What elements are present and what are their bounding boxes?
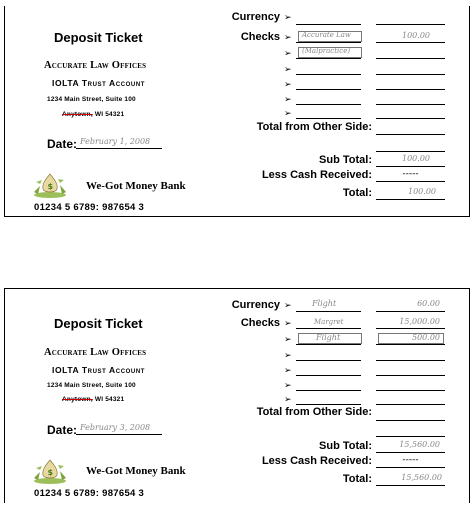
currency-memo-line[interactable]: [296, 311, 361, 312]
subtotal-value[interactable]: 100.00: [402, 154, 430, 163]
city: Anytown,: [62, 396, 93, 403]
currency-label: Currency: [231, 11, 280, 23]
other-side-label: Total from Other Side:: [256, 121, 372, 133]
check-memo-line[interactable]: [296, 375, 361, 376]
check-amount-line[interactable]: [376, 360, 445, 361]
less-cash-line[interactable]: [376, 467, 445, 468]
blank-line: [376, 436, 445, 437]
arrow-right-icon: ➢: [284, 108, 292, 118]
state-zip: WI 54321: [94, 111, 125, 118]
check-amount-line[interactable]: [376, 404, 445, 405]
city-state-zip: [62, 111, 124, 118]
arrow-right-icon: ➢: [284, 300, 292, 310]
check-memo-line[interactable]: [296, 390, 361, 391]
other-side-line[interactable]: [376, 134, 445, 135]
deposit-ticket-1: [0, 0, 474, 222]
currency-memo-line[interactable]: [296, 24, 361, 25]
check-memo[interactable]: Margret: [314, 318, 344, 326]
check-amount-line[interactable]: [376, 328, 445, 329]
check-memo-line[interactable]: [296, 42, 361, 43]
arrow-right-icon: ➢: [284, 318, 292, 328]
check-amount[interactable]: 15,000.00: [399, 317, 440, 326]
account-name: IOLTA Trust Account: [52, 365, 146, 375]
check-memo-line[interactable]: [296, 344, 361, 345]
other-side-label: Total from Other Side:: [256, 406, 372, 418]
svg-text:$: $: [47, 182, 54, 191]
routing-number: 01234 5 6789: 987654 3: [34, 488, 145, 499]
check-amount[interactable]: 100.00: [402, 31, 430, 40]
svg-text:$: $: [47, 468, 54, 477]
date-label: Date:: [47, 137, 78, 151]
routing-number: 01234 5 6789: 987654 3: [34, 202, 145, 213]
arrow-right-icon: ➢: [284, 365, 292, 375]
arrow-right-icon: ➢: [284, 334, 292, 344]
currency-amount-line[interactable]: [376, 24, 445, 25]
check-amount-line[interactable]: [376, 89, 445, 90]
check-amount[interactable]: 500.00: [412, 333, 440, 342]
less-cash-value[interactable]: -----: [402, 455, 419, 465]
check-memo-line[interactable]: [296, 104, 361, 105]
bank-name: We-Got Money Bank: [86, 465, 186, 477]
date-field[interactable]: [76, 434, 162, 435]
total-line[interactable]: [376, 485, 445, 486]
check-memo[interactable]: (Malpractice): [302, 47, 351, 55]
checks-label: Checks: [240, 31, 280, 43]
check-memo-line[interactable]: [296, 328, 361, 329]
state-zip: WI 54321: [94, 396, 125, 403]
money-bag-icon: [28, 170, 72, 203]
currency-memo[interactable]: Flight: [312, 299, 337, 308]
date-value[interactable]: February 3, 2008: [80, 423, 151, 432]
currency-label: Currency: [231, 299, 280, 311]
city: Anytown,: [62, 111, 93, 118]
money-bag-icon: [28, 456, 72, 489]
total-line[interactable]: [376, 199, 445, 200]
arrow-right-icon: ➢: [284, 32, 292, 42]
total-label: Total:: [342, 473, 372, 485]
less-cash-label: Less Cash Received:: [261, 455, 372, 467]
check-memo-line[interactable]: [296, 360, 361, 361]
less-cash-line[interactable]: [376, 181, 445, 182]
check-memo-line[interactable]: [296, 118, 361, 119]
check-memo-line[interactable]: [296, 89, 361, 90]
total-label: Total:: [342, 187, 372, 199]
arrow-right-icon: ➢: [284, 94, 292, 104]
subtotal-value[interactable]: 15,560.00: [399, 440, 440, 449]
less-cash-label: Less Cash Received:: [261, 169, 372, 181]
subtotal-label: Sub Total:: [319, 440, 372, 452]
check-memo-line[interactable]: [296, 404, 361, 405]
subtotal-line[interactable]: [376, 166, 445, 167]
firm-name: Accurate Law Offices: [44, 347, 147, 358]
check-amount-line[interactable]: [376, 375, 445, 376]
bank-name: We-Got Money Bank: [86, 180, 186, 192]
total-value[interactable]: 100.00: [408, 187, 436, 196]
arrow-right-icon: ➢: [284, 64, 292, 74]
less-cash-value[interactable]: -----: [402, 169, 419, 179]
checks-label: Checks: [240, 317, 280, 329]
subtotal-line[interactable]: [376, 452, 445, 453]
deposit-ticket-2: [0, 288, 474, 508]
address-line: 1234 Main Street, Suite 100: [47, 382, 136, 389]
check-amount-line[interactable]: [376, 42, 445, 43]
check-memo-line[interactable]: [296, 74, 361, 75]
other-side-line[interactable]: [376, 420, 445, 421]
date-label: Date:: [47, 423, 78, 437]
ticket-title: Deposit Ticket: [54, 316, 143, 331]
check-amount-line[interactable]: [376, 390, 445, 391]
address-line: 1234 Main Street, Suite 100: [47, 96, 136, 103]
check-amount-line[interactable]: [376, 104, 445, 105]
ticket-title: Deposit Ticket: [54, 30, 143, 45]
arrow-right-icon: ➢: [284, 350, 292, 360]
currency-amount[interactable]: 60.00: [417, 299, 440, 308]
firm-name: Accurate Law Offices: [44, 60, 147, 71]
check-memo-line[interactable]: [296, 58, 361, 59]
currency-amount-line[interactable]: [376, 311, 445, 312]
arrow-right-icon: ➢: [284, 380, 292, 390]
arrow-right-icon: ➢: [284, 48, 292, 58]
arrow-right-icon: ➢: [284, 394, 292, 404]
check-amount-line[interactable]: [376, 74, 445, 75]
account-name: IOLTA Trust Account: [52, 78, 146, 88]
arrow-right-icon: ➢: [284, 12, 292, 22]
check-amount-line[interactable]: [376, 344, 445, 345]
check-memo[interactable]: Accurate Law: [302, 31, 351, 39]
date-field[interactable]: [76, 148, 162, 149]
blank-line: [376, 151, 445, 152]
date-value[interactable]: February 1, 2008: [80, 137, 151, 146]
check-amount-line[interactable]: [376, 118, 445, 119]
city-state-zip: [62, 396, 124, 403]
subtotal-label: Sub Total:: [319, 154, 372, 166]
total-value[interactable]: 15,560.00: [401, 473, 442, 482]
check-amount-line[interactable]: [376, 58, 445, 59]
arrow-right-icon: ➢: [284, 79, 292, 89]
check-memo[interactable]: Flight: [316, 333, 341, 342]
